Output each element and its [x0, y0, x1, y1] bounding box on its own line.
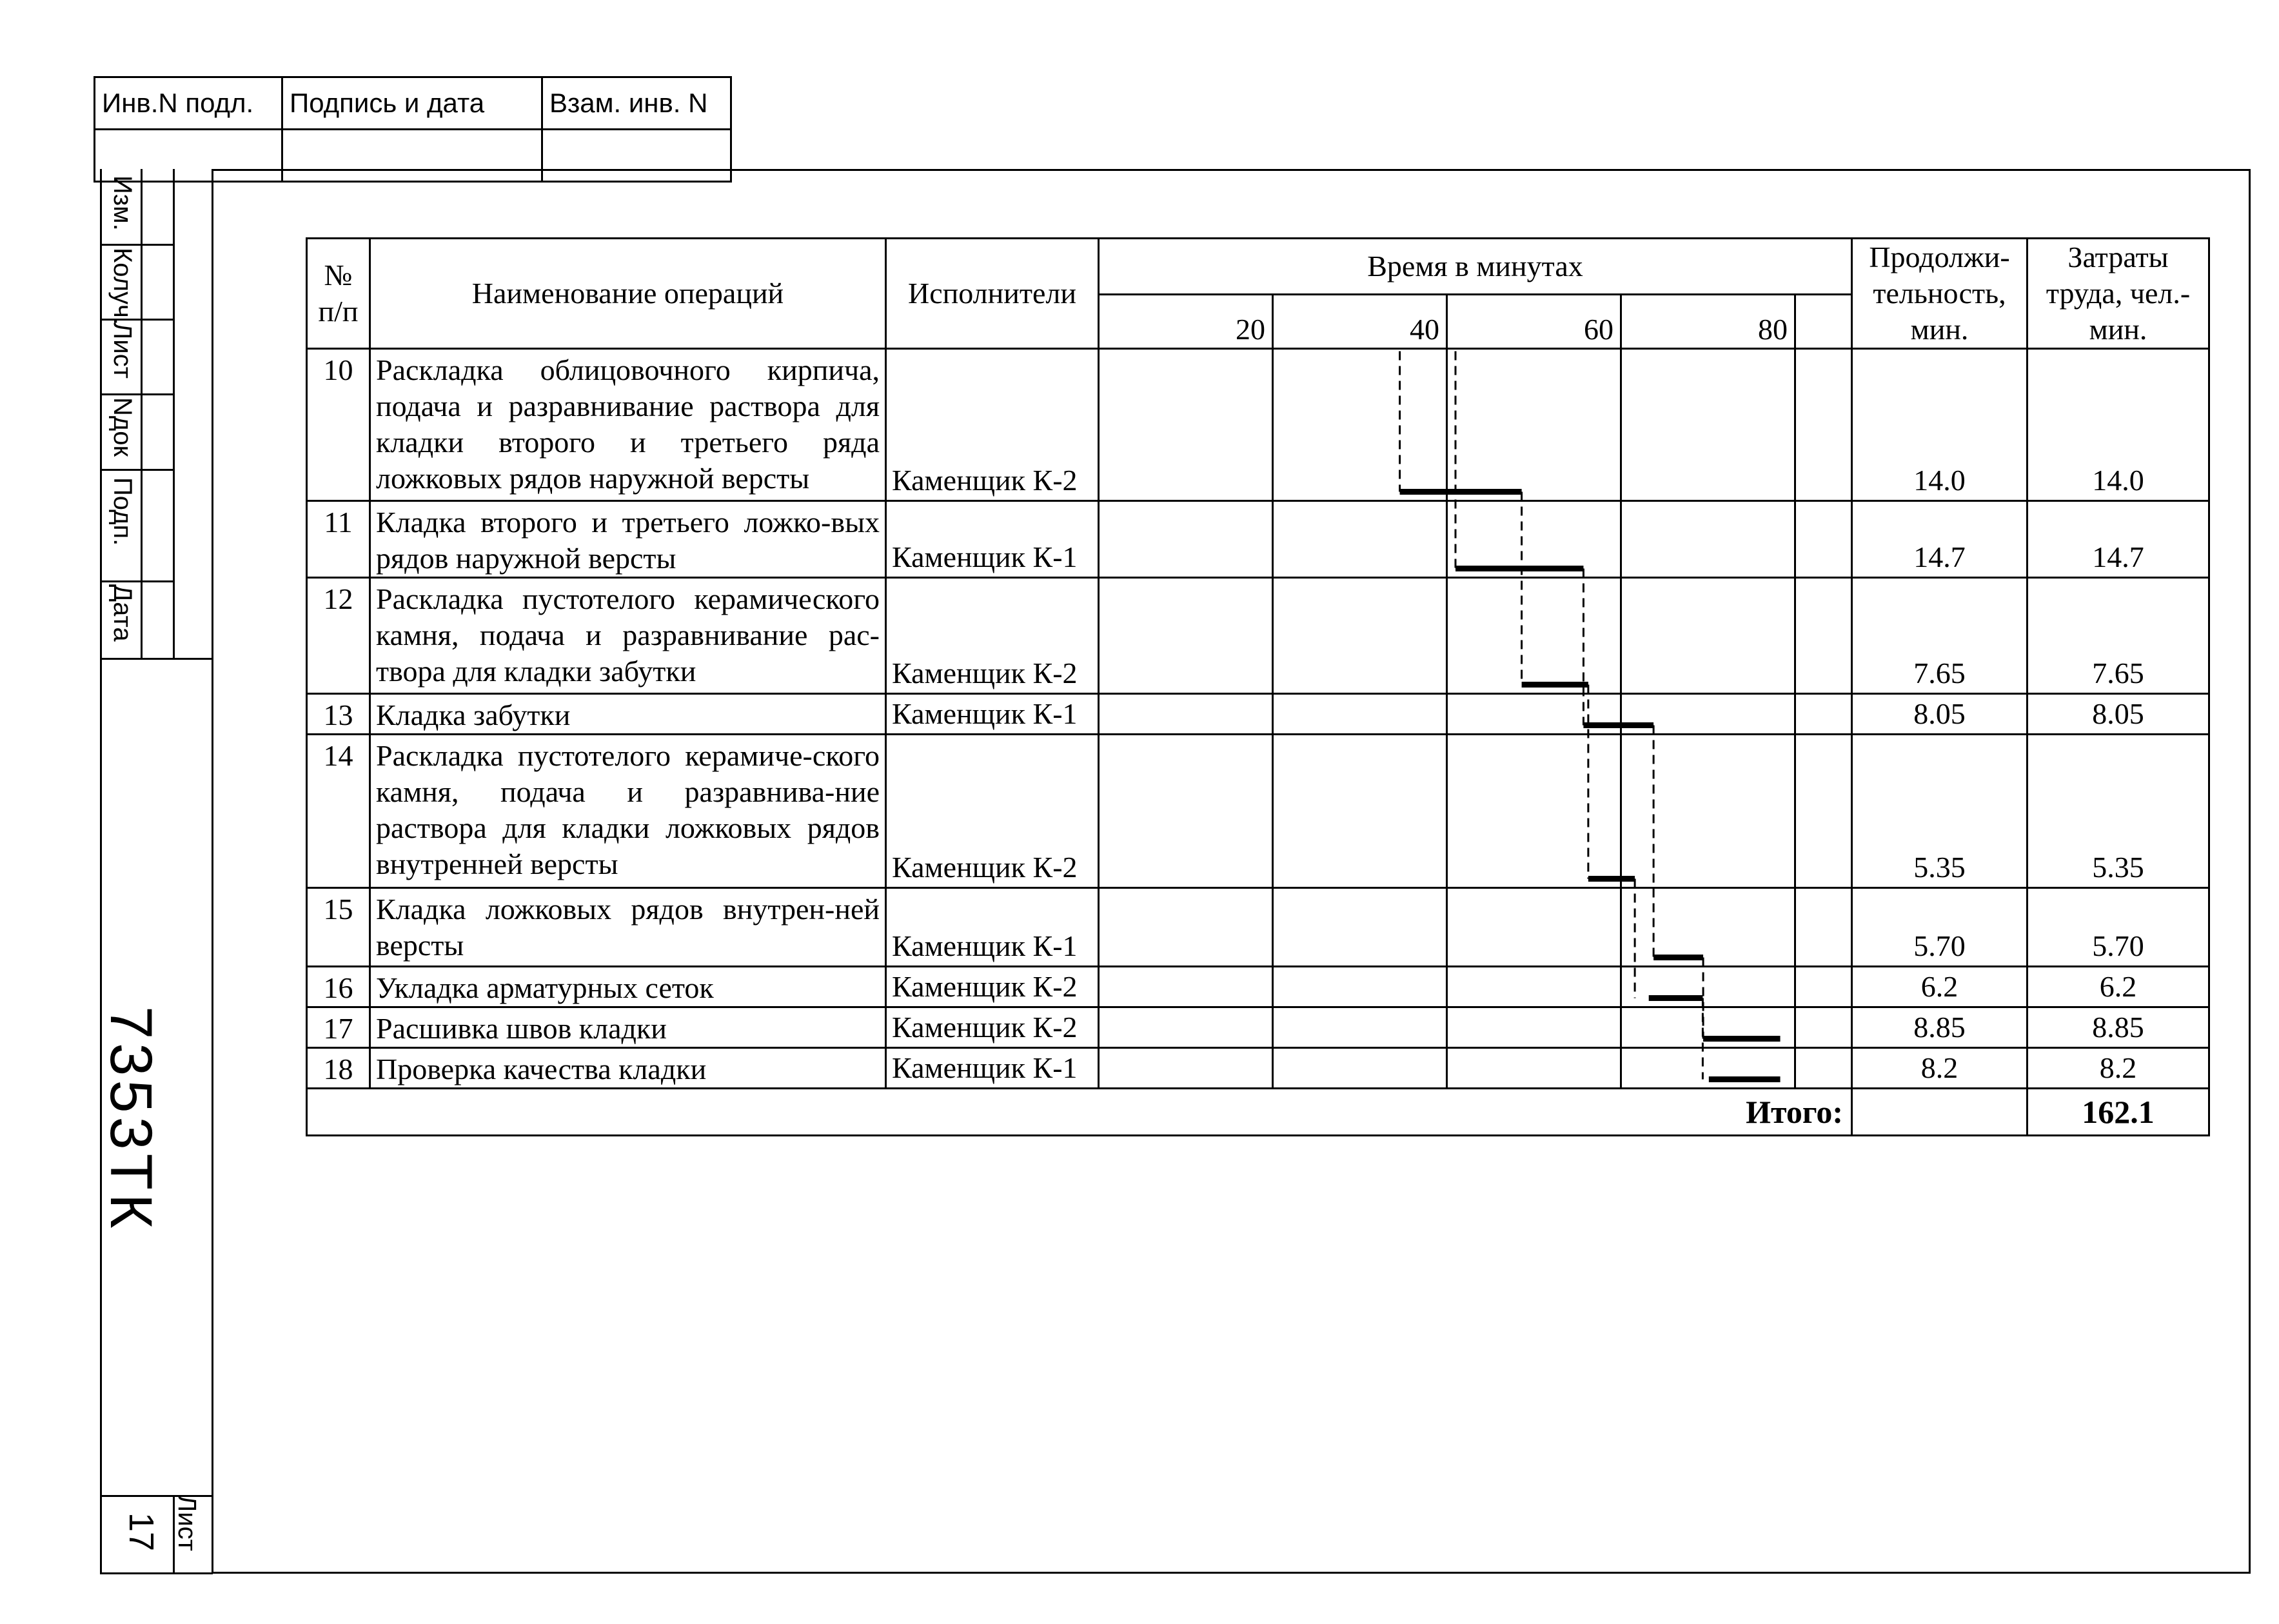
tick-20: 20: [1099, 294, 1273, 349]
work-schedule-table: [306, 237, 2210, 1136]
tick-empty: [1795, 294, 1852, 349]
table-row: 10 Раскладка облицовочного кирпича, подача и разравнивание раствора для кладки второго и третьего ряда ложковых рядов наружной версты Каменщик К-2 14.0 14.0: [307, 349, 2209, 501]
header-operation: Наименование операций: [370, 239, 886, 349]
stamp-inv-label: Инв.N подл.: [95, 77, 282, 130]
table-row: 17 Расшивка швов кладки Каменщик К-2 8.85 8.85: [307, 1007, 2209, 1048]
list-label: Лист: [108, 322, 137, 379]
izm-label: Изм.: [108, 175, 137, 231]
sheet-label: Лист: [173, 1495, 201, 1551]
koluch-label: Колуч.: [108, 248, 137, 325]
document-number: 7353ТК: [98, 1006, 164, 1233]
total-row: [307, 1089, 2209, 1136]
total-label: Итого:: [307, 1089, 1852, 1136]
table-row: 11 Кладка второго и третьего ложко-вых рядов наружной версты Каменщик К-1 14.7 14.7: [307, 501, 2209, 578]
stamp-sign-label: Подпись и дата: [282, 77, 542, 130]
data-label: Дата: [108, 584, 137, 642]
total-value: 162.1: [2027, 1089, 2209, 1136]
tick-60: 60: [1447, 294, 1621, 349]
stamp-replace-label: Взам. инв. N: [542, 77, 731, 130]
ndok-label: Nдок: [108, 397, 137, 457]
tick-40: 40: [1273, 294, 1447, 349]
header-num: № п/п: [307, 239, 370, 349]
header-time: Время в минутах: [1099, 239, 1852, 295]
table-row: 14 Раскладка пустотелого керамиче-ского камня, подача и разравнива-ние раствора для кладки ложковых рядов внутренней версты Каменщик К-2 5.35 5.35: [307, 735, 2209, 888]
table-row: 16 Укладка арматурных сеток Каменщик К-2 6.2 6.2: [307, 967, 2209, 1007]
sheet-number: 17: [122, 1512, 161, 1552]
header-labor: Затраты труда, чел.-мин.: [2027, 239, 2209, 349]
table-row: 18 Проверка качества кладки Каменщик К-1 8.2 8.2: [307, 1048, 2209, 1089]
inventory-stamp: [94, 76, 732, 183]
podp-label: Подп.: [108, 477, 137, 546]
tick-80: 80: [1621, 294, 1795, 349]
header-executors: Исполнители: [886, 239, 1099, 349]
header-duration: Продолжи-тельность, мин.: [1852, 239, 2027, 349]
table-row: 12 Раскладка пустотелого керамического камня, подача и разравнивание рас-твора для кладки забутки Каменщик К-2 7.65 7.65: [307, 578, 2209, 694]
table-row: 15 Кладка ложковых рядов внутрен-ней версты Каменщик К-1 5.70 5.70: [307, 888, 2209, 967]
table-row: 13 Кладка забутки Каменщик К-1 8.05 8.05: [307, 694, 2209, 735]
